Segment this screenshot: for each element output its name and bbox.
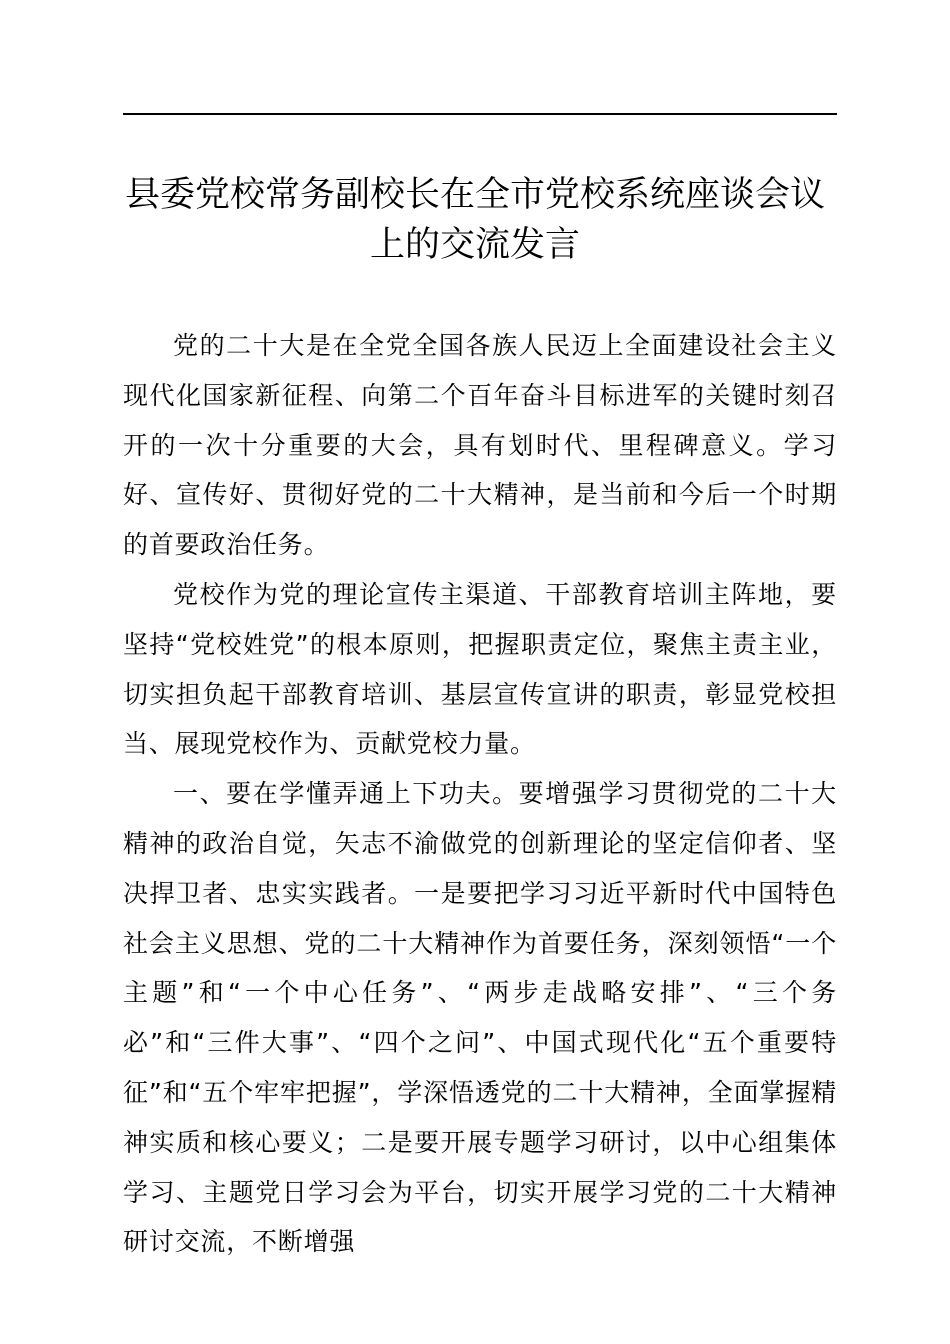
paragraph-1: 党的二十大是在全党全国各族人民迈上全面建设社会主义现代化国家新征程、向第二个百年奋斗目标进军的关键时刻召开的一次十分重要的大会，具有划时代、里程碑意义。学习好、宣传好、贯彻好党的二十大精神，是当前和今后一个时期的首要政治任务。 [123, 331, 837, 560]
title-line-2: 上的交流发言 [369, 225, 580, 265]
document-body [123, 321, 837, 1267]
header-rule [123, 113, 837, 115]
document-title [100, 170, 850, 270]
paragraph-2: 党校作为党的理论宣传主渠道、干部教育培训主阵地，要坚持“党校姓党”的根本原则，把握职责定位，聚焦主责主业，切实担负起干部教育培训、基层宣传宣讲的职责，彰显党校担当、展现党校作为、贡献党校力量。 [123, 579, 837, 759]
title-line-1: 县委党校常务副校长在全市党校系统座谈会议 [124, 175, 825, 215]
paragraph-3: 一、要在学懂弄通上下功夫。要增强学习贯彻党的二十大精神的政治自觉，矢志不渝做党的创新理论的坚定信仰者、坚决捍卫者、忠实实践者。一是要把学习习近平新时代中国特色社会主义思想、党的二十大精神作为首要任务，深刻领悟“一个主题”和“一个中心任务”、“两步走战略安排”、“三个务必”和“三件大事”、“四个之问”、中国式现代化“五个重要特征”和“五个牢牢把握”，学深悟透党的二十大精神，全面掌握精神实质和核心要义；二是要开展专题学习研讨，以中心组集体学习、主题党日学习会为平台，切实开展学习党的二十大精神研讨交流，不断增强 [123, 779, 837, 1257]
